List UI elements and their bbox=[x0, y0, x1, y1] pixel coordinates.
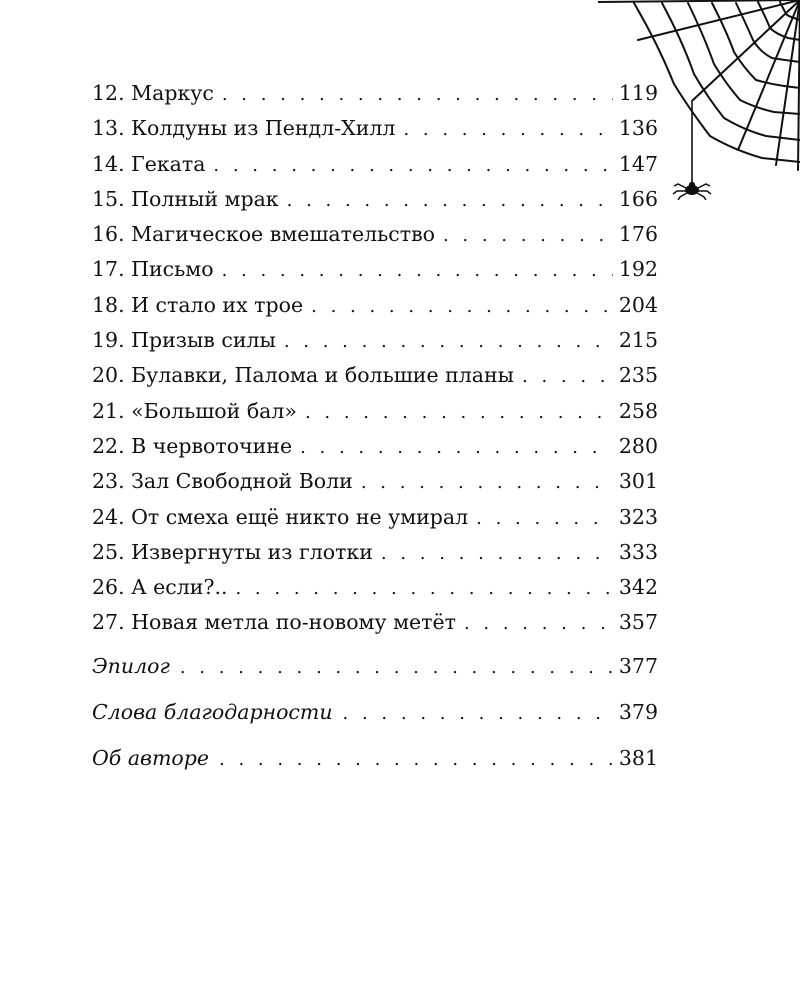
toc-entry bbox=[92, 252, 658, 287]
toc-leader-dots bbox=[403, 112, 612, 147]
toc-entry-title: 18. И стало их трое bbox=[92, 292, 304, 317]
toc-entry-title: 15. Полный мрак bbox=[92, 186, 279, 211]
toc-entry-page: 204 bbox=[618, 292, 658, 317]
toc-entry-page: 136 bbox=[618, 116, 658, 141]
toc-leader-dots bbox=[219, 740, 613, 780]
toc-leader-dots bbox=[213, 148, 612, 183]
toc-leader-dots bbox=[284, 324, 613, 359]
toc-entry bbox=[92, 111, 658, 146]
toc-entry bbox=[92, 535, 658, 570]
toc-leader-dots bbox=[464, 606, 613, 641]
toc-entry-page: 235 bbox=[618, 363, 658, 388]
back-matter-title: Эпилог bbox=[92, 654, 170, 678]
toc-leader-dots bbox=[343, 694, 613, 734]
back-matter-page: 377 bbox=[618, 654, 658, 678]
toc-leader-dots bbox=[305, 395, 613, 430]
toc-leader-dots bbox=[222, 77, 613, 112]
toc-entry-title: 20. Булавки, Палома и большие планы bbox=[92, 363, 514, 388]
toc-leader-dots bbox=[381, 536, 613, 571]
toc-entry-page: 215 bbox=[618, 328, 658, 353]
toc-entry bbox=[92, 570, 658, 605]
toc-entry bbox=[92, 429, 658, 464]
toc-leader-dots bbox=[443, 218, 613, 253]
toc-entry-page: 323 bbox=[618, 504, 658, 529]
toc-entry bbox=[92, 147, 658, 182]
toc-entry bbox=[92, 217, 658, 252]
toc-entry bbox=[92, 323, 658, 358]
table-of-contents bbox=[92, 76, 658, 641]
toc-entry-page: 333 bbox=[618, 539, 658, 564]
toc-entry-title: 17. Письмо bbox=[92, 257, 214, 282]
toc-entry-page: 147 bbox=[618, 151, 658, 176]
toc-entry-title: 26. А если?.. bbox=[92, 575, 228, 600]
toc-entry-title: 19. Призыв силы bbox=[92, 328, 276, 353]
toc-entry-title: 27. Новая метла по-новому метёт bbox=[92, 610, 456, 635]
toc-leader-dots bbox=[476, 501, 613, 536]
toc-entry-page: 119 bbox=[618, 81, 658, 105]
toc-entry bbox=[92, 358, 658, 393]
toc-entry-page: 342 bbox=[618, 575, 658, 600]
toc-entry-title: 25. Извергнуты из глотки bbox=[92, 539, 373, 564]
toc-entry-page: 192 bbox=[618, 257, 658, 282]
back-matter-page: 381 bbox=[618, 746, 658, 770]
toc-entry-title: 21. «Большой бал» bbox=[92, 398, 297, 423]
toc-entry-page: 166 bbox=[618, 186, 658, 211]
back-matter-entry bbox=[92, 738, 658, 784]
back-matter-page: 379 bbox=[618, 700, 658, 724]
toc-entry-title: 23. Зал Свободной Воли bbox=[92, 469, 353, 494]
toc-entry-title: 16. Магическое вмешательство bbox=[92, 222, 435, 247]
toc-leader-dots bbox=[287, 183, 613, 218]
toc-entry-title: 24. От смеха ещё никто не умирал bbox=[92, 504, 469, 529]
toc-entry bbox=[92, 605, 658, 640]
toc-entry-page: 301 bbox=[618, 469, 658, 494]
toc-entry-title: 12. Маркус bbox=[92, 81, 214, 105]
back-matter-entry bbox=[92, 692, 658, 738]
spider-icon bbox=[673, 182, 711, 200]
toc-entry bbox=[92, 182, 658, 217]
toc-leader-dots bbox=[361, 465, 613, 500]
toc-entry-page: 280 bbox=[618, 433, 658, 458]
back-matter-title: Об авторе bbox=[92, 746, 210, 770]
toc-entry-title: 14. Геката bbox=[92, 151, 206, 176]
toc-leader-dots bbox=[235, 571, 612, 606]
toc-entry-page: 176 bbox=[618, 222, 658, 247]
toc-leader-dots bbox=[222, 253, 613, 288]
toc-leader-dots bbox=[311, 289, 613, 324]
toc-leader-dots bbox=[522, 359, 613, 394]
toc-leader-dots bbox=[180, 648, 613, 688]
back-matter-list bbox=[92, 646, 658, 784]
toc-entry bbox=[92, 394, 658, 429]
toc-entry-title: 22. В червоточине bbox=[92, 433, 293, 458]
back-matter-entry bbox=[92, 646, 658, 692]
toc-entry-page: 258 bbox=[618, 398, 658, 423]
toc-entry bbox=[92, 464, 658, 499]
toc-leader-dots bbox=[300, 430, 613, 465]
toc-entry-page: 357 bbox=[618, 610, 658, 635]
toc-entry bbox=[92, 76, 658, 111]
toc-entry-title: 13. Колдуны из Пендл-Хилл bbox=[92, 116, 396, 141]
toc-entry bbox=[92, 500, 658, 535]
back-matter-title: Слова благодарности bbox=[92, 700, 333, 724]
toc-entry bbox=[92, 288, 658, 323]
